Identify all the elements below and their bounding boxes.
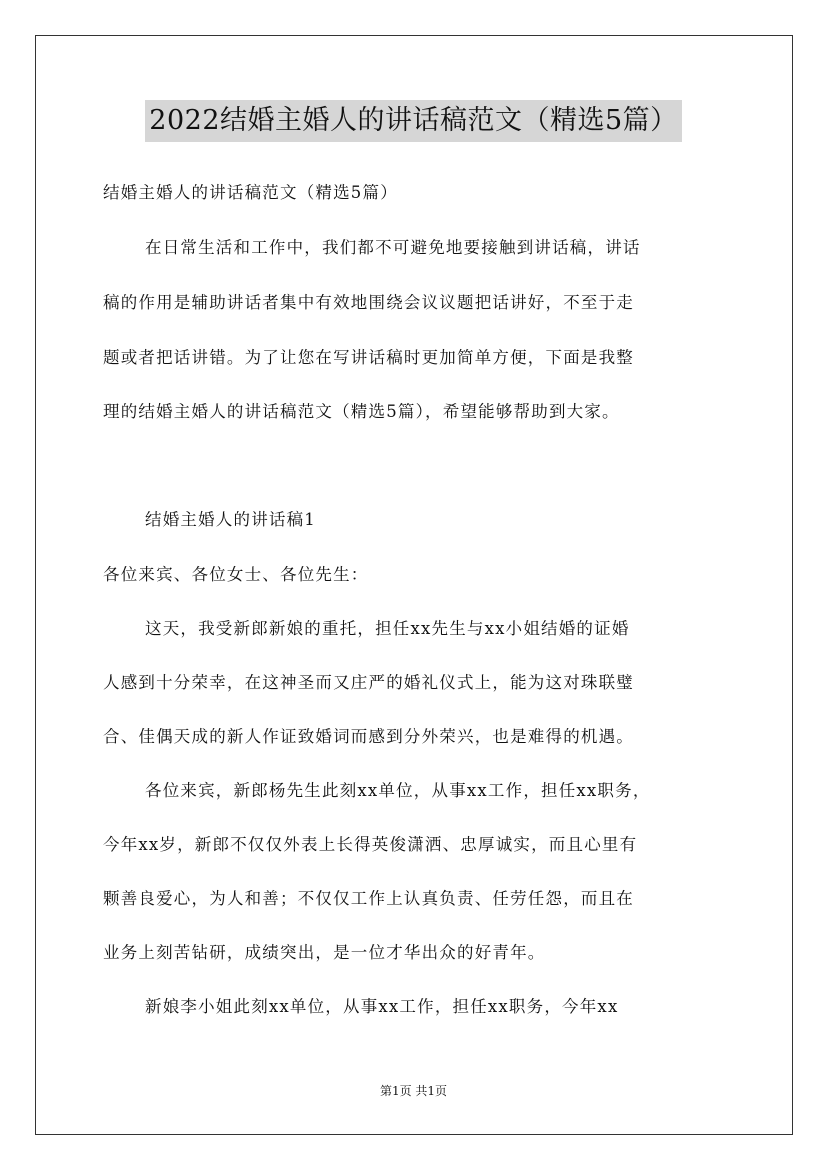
paragraph-line: 合、佳偶天成的新人作证致婚词而感到分外荣兴，也是难得的机遇。: [103, 727, 634, 746]
subtitle-line: 结婚主婚人的讲话稿范文（精选5篇）: [103, 183, 398, 202]
paragraph-line: 颗善良爱心，为人和善；不仅仅工作上认真负责、任劳任怨，而且在: [103, 889, 634, 908]
paragraph-line: 稿的作用是辅助讲话者集中有效地围绕会议议题把话讲好，不至于走: [103, 293, 634, 312]
section-heading: 结婚主婚人的讲话稿1: [145, 510, 316, 529]
document-title: 2022结婚主婚人的讲话稿范文（精选5篇）: [145, 100, 681, 142]
paragraph-line: 理的结婚主婚人的讲话稿范文（精选5篇），希望能够帮助到大家。: [103, 402, 620, 421]
paragraph-line: 今年xx岁，新郎不仅仅外表上长得英俊潇洒、忠厚诚实，而且心里有: [103, 835, 638, 854]
paragraph-line: 题或者把话讲错。为了让您在写讲话稿时更加简单方便，下面是我整: [103, 348, 634, 367]
paragraph-line: 在日常生活和工作中，我们都不可避免地要接触到讲话稿，讲话: [145, 238, 641, 257]
paragraph-line: 业务上刻苦钻研，成绩突出，是一位才华出众的好青年。: [103, 943, 546, 962]
paragraph-line: 新娘李小姐此刻xx单位，从事xx工作，担任xx职务，今年xx: [145, 997, 619, 1016]
paragraph-line: 各位来宾，新郎杨先生此刻xx单位，从事xx工作，担任xx职务，: [145, 781, 651, 800]
page-number-footer: 第1页 共1页: [379, 1084, 448, 1098]
salutation-line: 各位来宾、各位女士、各位先生：: [103, 565, 369, 584]
paragraph-line: 这天，我受新郎新娘的重托，担任xx先生与xx小姐结婚的证婚: [145, 619, 630, 638]
paragraph-line: 人感到十分荣幸，在这神圣而又庄严的婚礼仪式上，能为这对珠联璧: [103, 673, 634, 692]
title-container: [0, 100, 827, 142]
